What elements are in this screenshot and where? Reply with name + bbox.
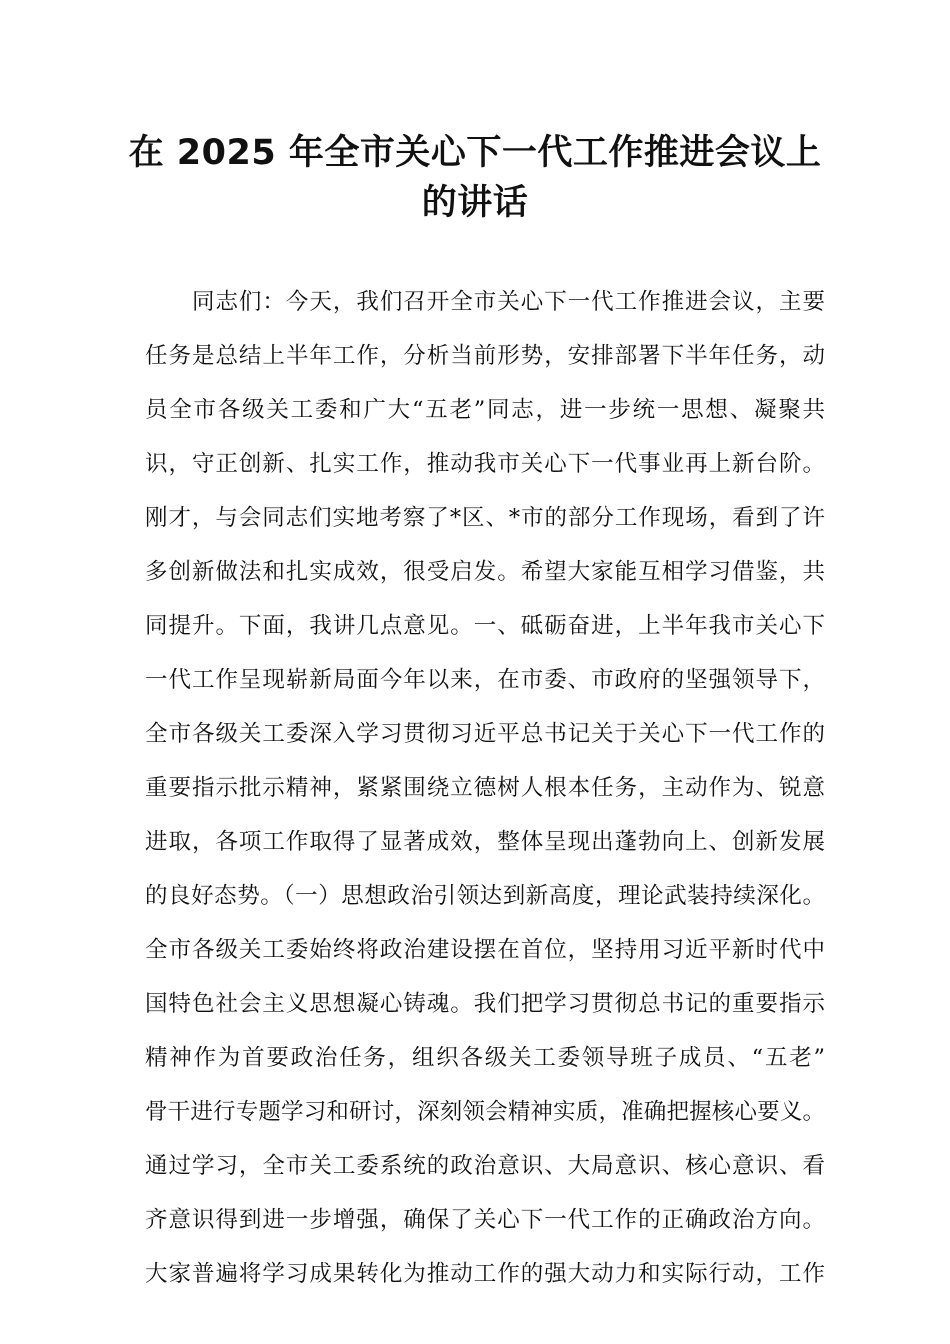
text-line: 齐意识得到进一步增强，确保了关心下一代工作的正确政治方向。: [145, 1207, 825, 1233]
text-line: 员全市各级关工委和广大“五老”同志，进一步统一思想、凝聚共: [145, 397, 825, 423]
text-line: 大家普遍将学习成果转化为推动工作的强大动力和实际行动，工作: [145, 1261, 825, 1287]
title-line-1: 在 2025 年全市关心下一代工作推进会议上: [128, 133, 822, 173]
text-line: 全市各级关工委深入学习贯彻习近平总书记关于关心下一代工作的: [145, 721, 825, 747]
text-line: 进取，各项工作取得了显著成效，整体呈现出蓬勃向上、创新发展: [145, 829, 825, 855]
text-line: 的良好态势。（一）思想政治引领达到新高度，理论武装持续深化。: [145, 883, 825, 909]
text-line: 同志们：今天，我们召开全市关心下一代工作推进会议，主要: [145, 289, 825, 315]
document-title: [120, 128, 830, 228]
text-line: 骨干进行专题学习和研讨，深刻领会精神实质，准确把握核心要义。: [145, 1099, 825, 1125]
text-line: 重要指示批示精神，紧紧围绕立德树人根本任务，主动作为、锐意: [145, 775, 825, 801]
speech-body: [145, 284, 825, 1310]
text-line: 任务是总结上半年工作，分析当前形势，安排部署下半年任务，动: [145, 343, 825, 369]
title-line-2: 的讲话: [421, 183, 529, 223]
text-line: 多创新做法和扎实成效，很受启发。希望大家能互相学习借鉴，共: [145, 559, 825, 585]
text-line: 通过学习，全市关工委系统的政治意识、大局意识、核心意识、看: [145, 1153, 825, 1179]
text-line: 刚才，与会同志们实地考察了*区、*市的部分工作现场，看到了许: [145, 505, 825, 531]
text-line: 精神作为首要政治任务，组织各级关工委领导班子成员、“五老”: [145, 1045, 825, 1071]
text-line: 全市各级关工委始终将政治建设摆在首位，坚持用习近平新时代中: [145, 937, 825, 963]
text-line: 识，守正创新、扎实工作，推动我市关心下一代事业再上新台阶。: [145, 451, 825, 477]
text-line: 一代工作呈现崭新局面今年以来，在市委、市政府的坚强领导下，: [145, 667, 825, 693]
text-line: 国特色社会主义思想凝心铸魂。我们把学习贯彻总书记的重要指示: [145, 991, 825, 1017]
text-line: 同提升。下面，我讲几点意见。一、砥砺奋进，上半年我市关心下: [145, 613, 825, 639]
